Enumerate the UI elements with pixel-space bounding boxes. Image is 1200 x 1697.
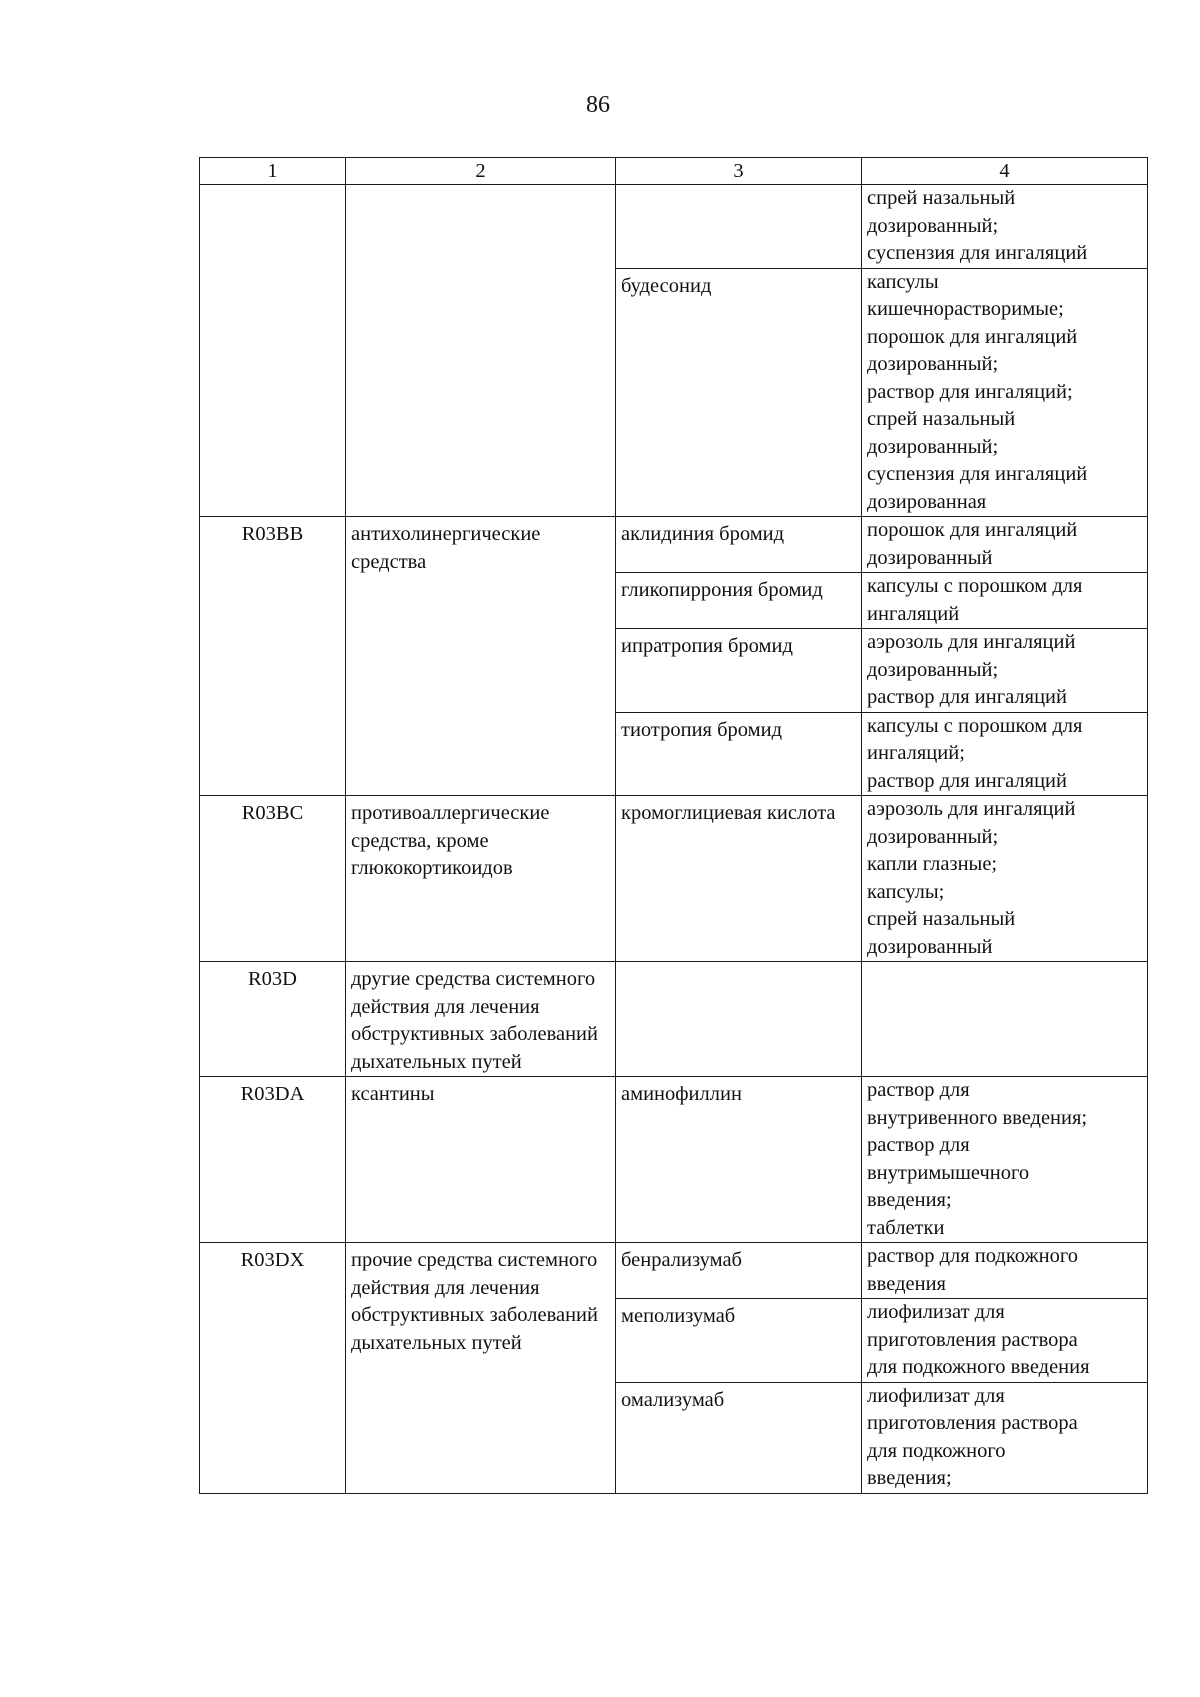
group-name-cell: противоаллергические средства, кроме глюкокортикоидов	[346, 796, 616, 962]
dosage-form-line: дозированный	[867, 935, 993, 958]
dosage-form-line: порошок для ингаляций	[867, 325, 1078, 348]
dosage-form-line: приготовления раствора	[867, 1328, 1078, 1351]
dosage-form-line: введения;	[867, 1189, 952, 1211]
inn-cell: меполизумаб	[616, 1299, 862, 1383]
inn-cell: омализумаб	[616, 1382, 862, 1493]
dosage-form-line: дозированный;	[867, 353, 999, 375]
dosage-form-line: раствор для ингаляций;	[867, 380, 1073, 403]
dosage-form-line: дозированный;	[867, 435, 999, 458]
dosage-form-line: аэрозоль для ингаляций	[867, 631, 1076, 653]
dosage-form-line: дозированный;	[867, 825, 999, 848]
inn-cell: бенрализумаб	[616, 1243, 862, 1299]
dosage-form-cell	[862, 1382, 1148, 1493]
dosage-form-line: раствор для	[867, 1134, 970, 1156]
dosage-form-line: для подкожного введения	[867, 1356, 1090, 1378]
atc-code-cell: R03DX	[200, 1243, 346, 1494]
dosage-form-line: дозированный;	[867, 214, 999, 237]
dosage-form-line: суспензия для ингаляций	[867, 463, 1088, 485]
atc-code-cell	[200, 185, 346, 517]
dosage-form-line: порошок для ингаляций	[867, 519, 1078, 541]
dosage-form-line: введения;	[867, 1467, 952, 1489]
dosage-form-line: спрей назальный	[867, 408, 1016, 430]
header-row	[200, 158, 1148, 185]
dosage-form-line: ингаляций	[867, 602, 960, 625]
inn-cell	[616, 185, 862, 269]
table-row	[200, 185, 1148, 269]
dosage-form-line: капли глазные;	[867, 853, 998, 875]
dosage-form-line: раствор для	[867, 1079, 970, 1101]
dosage-form-cell	[862, 796, 1148, 962]
dosage-form-line: ингаляций;	[867, 742, 965, 764]
dosage-form-line: лиофилизат для	[867, 1301, 1005, 1323]
dosage-form-line: суспензия для ингаляций	[867, 242, 1088, 264]
group-name-cell: антихолинергические средства	[346, 517, 616, 796]
table-row	[200, 962, 1148, 1077]
dosage-form-line: раствор для подкожного	[867, 1245, 1079, 1267]
header-col-4: 4	[862, 158, 1148, 185]
dosage-form-line: капсулы с порошком для	[867, 575, 1083, 597]
dosage-form-cell	[862, 629, 1148, 713]
inn-cell	[616, 962, 862, 1077]
dosage-form-cell	[862, 573, 1148, 629]
atc-code-cell: R03BC	[200, 796, 346, 962]
dosage-form-line: кишечнорастворимые;	[867, 298, 1064, 320]
dosage-form-line: таблетки	[867, 1216, 945, 1239]
group-name-cell: прочие средства системного действия для лечения обструктивных заболеваний дыхательных путей	[346, 1243, 616, 1494]
table-row	[200, 1243, 1148, 1299]
inn-cell: кромоглициевая кислота	[616, 796, 862, 962]
dosage-form-cell	[862, 268, 1148, 517]
inn-cell: аминофиллин	[616, 1077, 862, 1243]
drug-table	[199, 157, 1148, 1494]
group-name-cell: ксантины	[346, 1077, 616, 1243]
header-col-1: 1	[200, 158, 346, 185]
dosage-form-line: раствор для ингаляций	[867, 769, 1067, 792]
dosage-form-cell	[862, 517, 1148, 573]
table-row	[200, 796, 1148, 962]
dosage-form-line: капсулы;	[867, 880, 945, 903]
dosage-form-line: спрей назальный	[867, 908, 1016, 930]
inn-cell: гликопиррония бромид	[616, 573, 862, 629]
inn-cell: аклидиния бромид	[616, 517, 862, 573]
inn-cell: тиотропия бромид	[616, 712, 862, 796]
dosage-form-line: лиофилизат для	[867, 1384, 1005, 1407]
atc-code-cell: R03D	[200, 962, 346, 1077]
atc-code-cell: R03BB	[200, 517, 346, 796]
dosage-form-line: раствор для ингаляций	[867, 686, 1067, 708]
dosage-form-line: спрей назальный	[867, 187, 1016, 209]
dosage-form-cell	[862, 962, 1148, 1077]
dosage-form-line: дозированный	[867, 546, 993, 569]
dosage-form-cell	[862, 712, 1148, 796]
table-row	[200, 517, 1148, 573]
header-col-3: 3	[616, 158, 862, 185]
page-number: 86	[586, 92, 610, 118]
table-row	[200, 1077, 1148, 1243]
inn-cell: ипратропия бромид	[616, 629, 862, 713]
group-name-cell	[346, 185, 616, 517]
dosage-form-line: введения	[867, 1272, 946, 1295]
dosage-form-line: приготовления раствора	[867, 1412, 1078, 1434]
atc-code-cell: R03DA	[200, 1077, 346, 1243]
dosage-form-line: капсулы	[867, 270, 939, 293]
group-name-cell: другие средства системного действия для лечения обструктивных заболеваний дыхательных путей	[346, 962, 616, 1077]
header-col-2: 2	[346, 158, 616, 185]
dosage-form-cell	[862, 1077, 1148, 1243]
table-body	[200, 185, 1148, 1494]
dosage-form-line: аэрозоль для ингаляций	[867, 798, 1076, 820]
dosage-form-line: капсулы с порошком для	[867, 714, 1083, 737]
dosage-form-cell	[862, 1299, 1148, 1383]
dosage-form-line: внутривенного введения;	[867, 1106, 1088, 1129]
dosage-form-line: внутримышечного	[867, 1161, 1030, 1184]
dosage-form-line: дозированная	[867, 490, 987, 513]
dosage-form-cell	[862, 1243, 1148, 1299]
dosage-form-cell	[862, 185, 1148, 269]
inn-cell: будесонид	[616, 268, 862, 517]
dosage-form-line: для подкожного	[867, 1439, 1006, 1462]
dosage-form-line: дозированный;	[867, 658, 999, 681]
